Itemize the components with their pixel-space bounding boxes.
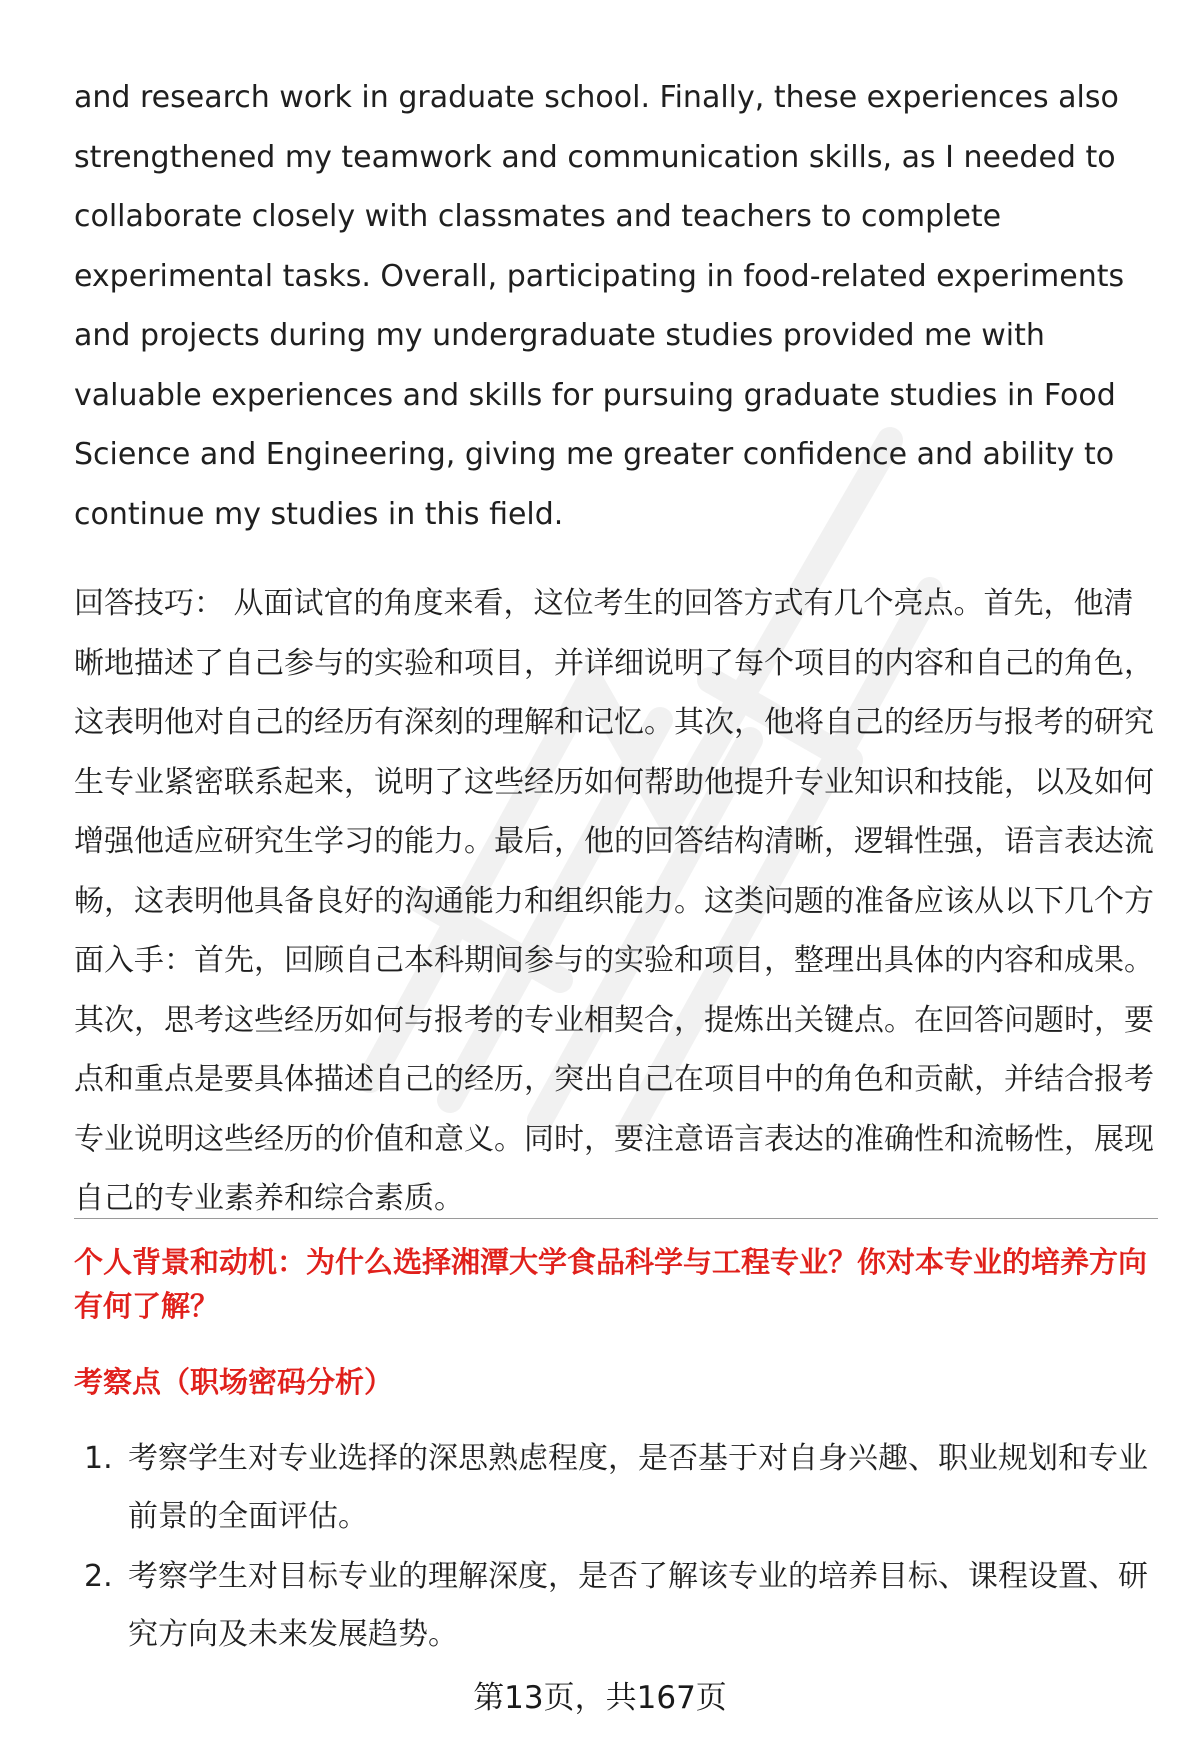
list-item (74, 1548, 1158, 1664)
section-divider (74, 1218, 1158, 1219)
question-title: 个人背景和动机：为什么选择湘潭大学食品科学与工程专业？你对本专业的培养方向有何了解？ (74, 1245, 1148, 1323)
list-item-text: 考察学生对专业选择的深思熟虑程度，是否基于对自身兴趣、职业规划和专业前景的全面评估。 (128, 1441, 1148, 1534)
list-item-text: 考察学生对目标专业的理解深度，是否了解该专业的培养目标、课程设置、研究方向及未来发展趋势。 (128, 1559, 1148, 1652)
list-item-number: 1. (84, 1441, 113, 1476)
english-answer-paragraph: and research work in graduate school. Finally, these experiences also strengthened my teamwork and communication skills, as I needed to collaborate closely with classmates and teachers to complete experimental tasks. Overall, participating in food-related experiments and projects during my undergraduate studies provided me with valuable experiences and skills for pursuing graduate studies in Food Science and Engineering, giving me greater confidence and ability to continue my studies in this field. (74, 80, 1125, 532)
document-body (74, 68, 1158, 1229)
list-item (74, 1430, 1158, 1546)
assessment-points-heading: 考察点（职场密码分析） (74, 1365, 394, 1399)
answer-tips-paragraph: 回答技巧： 从面试官的角度来看，这位考生的回答方式有几个亮点。首先，他清晰地描述了自己参与的实验和项目，并详细说明了每个项目的内容和自己的角色，这表明他对自己的经历有深刻的理解和记忆。其次，他将自己的经历与报考的研究生专业紧密联系起来，说明了这些经历如何帮助他提升专业知识和技能，以及如何增强他适应研究生学习的能力。最后，他的回答结构清晰，逻辑性强，语言表达流畅，这表明他具备良好的沟通能力和组织能力。这类问题的准备应该从以下几个方面入手：首先，回顾自己本科期间参与的实验和项目，整理出具体的内容和成果。其次，思考这些经历如何与报考的专业相契合，提炼出关键点。在回答问题时，要点和重点是要具体描述自己的经历，突出自己在项目中的角色和贡献，并结合报考专业说明这些经历的价值和意义。同时，要注意语言表达的准确性和流畅性，展现自己的专业素养和综合素质。 (74, 586, 1154, 1216)
assessment-points-list (74, 1430, 1158, 1666)
list-item-number: 2. (84, 1559, 113, 1594)
page-number: 第13页，共167页 (473, 1680, 727, 1716)
